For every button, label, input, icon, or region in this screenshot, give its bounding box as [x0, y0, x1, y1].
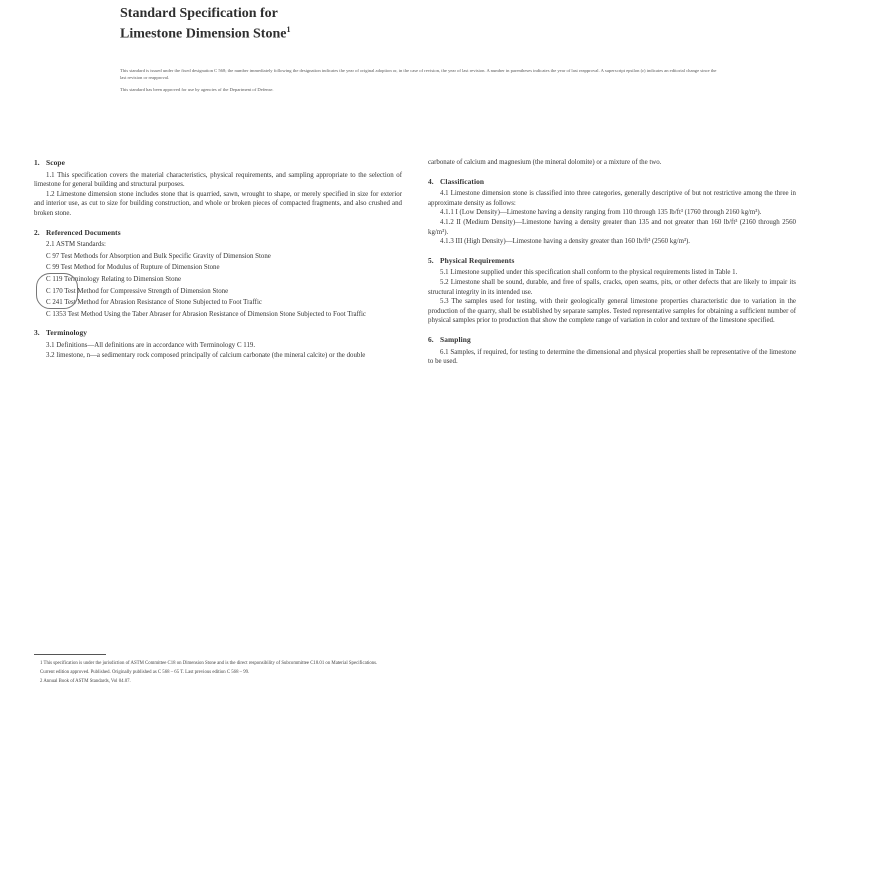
section-physical-requirements — [428, 256, 796, 326]
footnote: Current edition approved. Published. Originally published as C 568 – 65 T. Last previous edition C 568 – 99. — [40, 670, 250, 676]
section-number: 1. — [34, 158, 40, 167]
paragraph: 5.3 The samples used for testing, with their geologically general limestone properties characteristic due to variation in the production of the quarry, shall be established by separate samples. Tested representative samples for obtaining a sufficient number of physical samples prior to production that show the complete range of variation in color and texture of the limestone specified. — [428, 298, 796, 325]
reference-intro: 2.1 ASTM Standards: — [46, 241, 106, 249]
paragraph: carbonate of calcium and magnesium (the mineral dolomite) or a mixture of the two. — [428, 159, 662, 166]
document-title — [120, 6, 640, 43]
paragraph: 5.2 Limestone shall be sound, durable, and free of spalls, cracks, open seams, pits, or other defects that are likely to impair its structural integrity in its intended use. — [428, 278, 796, 296]
section-title: Terminology — [46, 328, 88, 338]
section-heading — [428, 335, 796, 345]
reference-item: C 99 Test Method for Modulus of Rupture of Dimension Stone — [46, 264, 220, 272]
section-number: 4. — [428, 176, 434, 186]
reference-item: C 170 Test Method for Compressive Strength of Dimension Stone — [46, 287, 229, 295]
footnote: 2 Annual Book of ASTM Standards, Vol 04.07. — [40, 679, 131, 685]
footnote: 1 This specification is under the jurisdiction of ASTM Committee C18 on Dimension Stone and is the direct responsibility of Subcommittee C18.01 on Material Specifications. — [40, 661, 378, 666]
title-line-1: Standard Specification for — [120, 6, 278, 21]
document-intro — [120, 68, 720, 100]
paragraph: 5.1 Limestone supplied under this specification shall conform to the physical requirements listed in Table 1. — [440, 269, 738, 277]
title-line-2 — [120, 22, 640, 43]
section-title: Sampling — [440, 334, 471, 344]
title-footnote-mark: 1 — [286, 25, 291, 34]
section-title: Physical Requirements — [440, 255, 515, 265]
section-classification — [428, 177, 796, 247]
intro-paragraph-2: This standard has been approved for use by agencies of the Department of Defense. — [120, 87, 274, 93]
reference-item: C 1353 Test Method Using the Taber Abraser for Abrasion Resistance of Dimension Stone Subjected to Foot Traffic — [46, 310, 366, 318]
section-heading — [34, 158, 402, 168]
paragraph: 1.2 Limestone dimension stone includes stone that is quarried, sawn, wrought to shape, or merely specified in size for exterior and interior use, as cut to size for building construction, and whole or broken pieces of compacted fragments, and also crushed and broken stone. — [34, 190, 402, 217]
paragraph: 4.1 Limestone dimension stone is classified into three categories, generally descriptive of but not restrictive among the three in approximate density as follows: — [428, 190, 796, 207]
paragraph: 3.2 limestone, n—a sedimentary rock composed principally of calcium carbonate (the mineral calcite) or the double — [46, 351, 366, 359]
paragraph: 4.1.3 III (High Density)—Limestone having a density greater than 160 lb/ft³ (2560 kg/m³). — [440, 238, 691, 246]
right-column — [428, 158, 796, 376]
section-heading — [428, 256, 796, 266]
section-number: 2. — [34, 227, 40, 237]
intro-paragraph-1: This standard is issued under the fixed designation C 568; the number immediately following the designation indicates the year of original adoption or, in the case of revision, the year of last revision. A number in parentheses indicates the year of last reapproval. A superscript epsilon (ε) indicates an editorial change since the last revision or reapproval. — [120, 68, 717, 80]
title-line-2-text: Limestone Dimension Stone — [120, 26, 287, 42]
reference-item: C 119 Terminology Relating to Dimension Stone — [46, 275, 182, 283]
paragraph: 1.1 This specification covers the material characteristics, physical requirements, and sampling appropriate to the selection of limestone for general building and structural purposes. — [34, 171, 402, 189]
footnotes — [34, 660, 402, 688]
section-number: 3. — [34, 328, 40, 338]
section-heading — [428, 177, 796, 187]
section-title: Scope — [46, 158, 65, 167]
section-title: Classification — [440, 176, 485, 186]
reference-group-circled — [46, 275, 402, 296]
section-sampling — [428, 335, 796, 367]
section-heading — [34, 228, 402, 238]
reference-list — [46, 240, 402, 319]
reference-item: C 241 Test Method for Abrasion Resistance of Stone Subjected to Foot Traffic — [46, 299, 262, 307]
paragraph: 4.1.1 I (Low Density)—Limestone having a density ranging from 110 through 135 lb/ft³ (1760 through 2160 kg/m³). — [440, 209, 762, 217]
footnote-divider — [34, 654, 106, 655]
paragraph: 4.1.2 II (Medium Density)—Limestone having a density greater than 135 and not greater than 160 lb/ft³ (2160 through 2560 kg/m³). — [428, 218, 796, 236]
section-continuation — [428, 158, 796, 168]
section-number: 6. — [428, 334, 434, 344]
section-title: Referenced Documents — [46, 227, 121, 237]
section-heading — [34, 328, 402, 338]
section-scope — [34, 158, 402, 219]
section-terminology — [34, 328, 402, 360]
section-referenced-documents — [34, 228, 402, 320]
paragraph: 6.1 Samples, if required, for testing to determine the dimensional and physical properties shall be representative of the limestone to be used. — [428, 348, 796, 366]
paragraph: 3.1 Definitions—All definitions are in accordance with Terminology C 119. — [46, 341, 256, 349]
reference-item: C 97 Test Methods for Absorption and Bulk Specific Gravity of Dimension Stone — [46, 252, 271, 260]
section-number: 5. — [428, 255, 434, 265]
left-column — [34, 158, 402, 369]
